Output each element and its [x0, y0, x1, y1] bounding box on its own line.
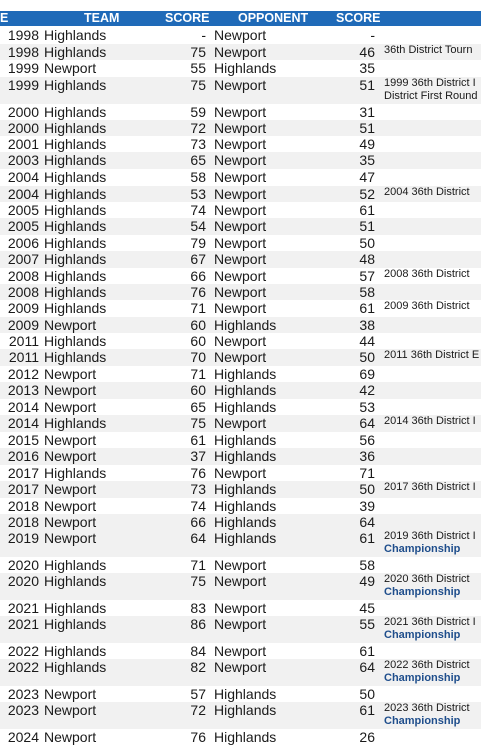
opponent-cell: Highlands [214, 686, 277, 702]
opponent-score-cell: 58 [359, 557, 375, 573]
table-row [0, 616, 481, 643]
table-row [0, 104, 481, 120]
opponent-score-cell: 61 [359, 702, 375, 718]
score-cell: 67 [190, 251, 206, 267]
opponent-cell: Highlands [214, 382, 277, 398]
table-row [0, 27, 481, 44]
table-row [0, 202, 481, 218]
year-cell: 2001 [7, 136, 39, 152]
note-line: 2008 36th District [384, 268, 470, 280]
year-cell: 1998 [7, 27, 39, 43]
opponent-score-cell: 58 [359, 284, 375, 300]
year-cell: 1999 [7, 77, 39, 93]
table-row [0, 44, 481, 60]
opponent-score-cell: 49 [359, 573, 375, 589]
opponent-cell: Newport [214, 218, 267, 234]
table-row [0, 498, 481, 514]
score-cell: 70 [190, 349, 206, 365]
opponent-score-cell: 64 [359, 415, 375, 431]
year-cell: 2018 [7, 514, 39, 530]
opponent-score-cell: 35 [359, 60, 375, 76]
note-line: 2022 36th District [384, 659, 470, 671]
table-row [0, 432, 481, 448]
team-cell: Newport [44, 366, 97, 382]
opponent-cell: Highlands [214, 432, 277, 448]
opponent-cell: Newport [214, 557, 267, 573]
team-cell: Newport [44, 686, 97, 702]
note-line-2: Championship [384, 672, 461, 684]
opponent-cell: Newport [214, 77, 267, 93]
team-cell: Newport [44, 514, 97, 530]
opponent-score-cell: 61 [359, 643, 375, 659]
year-cell: 2011 [8, 333, 39, 349]
team-cell: Highlands [44, 333, 107, 349]
opponent-score-cell: 31 [359, 104, 375, 120]
opponent-cell: Highlands [214, 729, 277, 745]
score-cell: 76 [190, 465, 206, 481]
table-row [0, 300, 481, 317]
header-year: E [0, 11, 9, 25]
score-cell: 74 [190, 202, 206, 218]
year-cell: 2020 [7, 573, 39, 589]
note-line: 2023 36th District [384, 702, 470, 714]
table-row [0, 399, 481, 415]
opponent-cell: Newport [214, 616, 267, 632]
year-cell: 2014 [7, 399, 39, 415]
score-cell: 76 [190, 729, 206, 745]
opponent-score-cell: 46 [359, 44, 375, 60]
note-cell [384, 44, 472, 57]
opponent-cell: Newport [214, 169, 267, 185]
note-line: 36th District Tourn [384, 44, 473, 56]
table-row [0, 729, 481, 746]
opponent-score-cell: 71 [359, 465, 375, 481]
year-cell: 2000 [7, 104, 39, 120]
opponent-cell: Newport [214, 120, 267, 136]
note-cell [384, 530, 476, 556]
score-cell: 75 [190, 573, 206, 589]
table-row [0, 77, 481, 104]
year-cell: 2009 [7, 317, 39, 333]
note-cell [384, 415, 476, 428]
opponent-score-cell: 64 [359, 514, 375, 530]
table-row [0, 659, 481, 686]
opponent-cell: Newport [214, 152, 267, 168]
table-row [0, 136, 481, 152]
note-line: 1999 36th District I [384, 77, 476, 89]
year-cell: 2015 [7, 432, 39, 448]
table-row [0, 333, 481, 349]
table-row [0, 152, 481, 169]
table-row [0, 686, 481, 702]
team-cell: Highlands [44, 268, 107, 284]
table-row [0, 382, 481, 399]
note-cell [384, 481, 476, 494]
year-cell: 2017 [7, 481, 39, 497]
opponent-score-cell: 50 [359, 349, 375, 365]
team-cell: Newport [44, 432, 97, 448]
score-cell: 37 [190, 448, 206, 464]
score-cell: 86 [190, 616, 206, 632]
table-row [0, 702, 481, 729]
table-row [0, 600, 481, 616]
note-line-2: Championship [384, 715, 461, 727]
opponent-cell: Highlands [214, 399, 277, 415]
note-cell [384, 77, 478, 103]
year-cell: 2018 [7, 498, 39, 514]
table-row [0, 366, 481, 382]
year-cell: 2020 [7, 557, 39, 573]
opponent-score-cell: 45 [359, 600, 375, 616]
team-cell: Newport [44, 498, 97, 514]
team-cell: Highlands [44, 120, 107, 136]
year-cell: 2022 [7, 643, 39, 659]
team-cell: Highlands [44, 300, 107, 316]
opponent-cell: Newport [214, 104, 267, 120]
opponent-cell: Newport [214, 349, 267, 365]
score-cell: 66 [190, 514, 206, 530]
note-line-2: Championship [384, 629, 461, 641]
table-row [0, 557, 481, 573]
note-cell [384, 616, 476, 642]
table-row [0, 169, 481, 186]
opponent-cell: Highlands [214, 498, 277, 514]
opponent-cell: Newport [214, 202, 267, 218]
note-cell [384, 573, 470, 599]
opponent-score-cell: 61 [359, 530, 375, 546]
year-cell: 2005 [7, 218, 39, 234]
table-row [0, 284, 481, 300]
opponent-score-cell: 36 [359, 448, 375, 464]
year-cell: 2021 [7, 616, 39, 632]
year-cell: 2009 [7, 300, 39, 316]
note-line: 2014 36th District I [384, 415, 476, 427]
table-row [0, 60, 481, 77]
year-cell: 2013 [7, 382, 39, 398]
table-row [0, 186, 481, 202]
note-line-2: Championship [384, 586, 461, 598]
team-cell: Highlands [44, 465, 107, 481]
header-opponent: OPPONENT [238, 11, 309, 25]
opponent-score-cell: 49 [359, 136, 375, 152]
header-score: SCORE [165, 11, 210, 25]
year-cell: 2017 [7, 465, 39, 481]
opponent-cell: Newport [214, 465, 267, 481]
opponent-cell: Highlands [214, 702, 277, 718]
note-cell [384, 186, 470, 199]
score-cell: 61 [190, 432, 206, 448]
table-row [0, 643, 481, 659]
opponent-cell: Newport [214, 659, 267, 675]
score-cell: 83 [190, 600, 206, 616]
score-cell: 75 [190, 44, 206, 60]
table-row [0, 573, 481, 600]
year-cell: 2023 [7, 702, 39, 718]
opponent-cell: Highlands [214, 317, 277, 333]
table-row [0, 481, 481, 498]
score-cell: 53 [190, 186, 206, 202]
note-line: 2009 36th District [384, 300, 470, 312]
year-cell: 1998 [7, 44, 39, 60]
year-cell: 2000 [7, 120, 39, 136]
team-cell: Highlands [44, 218, 107, 234]
header-team: TEAM [84, 11, 120, 25]
opponent-score-cell: 39 [359, 498, 375, 514]
score-cell: 73 [190, 136, 206, 152]
note-line: 2021 36th District I [384, 616, 476, 628]
note-cell [384, 268, 470, 281]
opponent-score-cell: 52 [359, 186, 375, 202]
team-cell: Highlands [44, 202, 107, 218]
note-line: 2017 36th District I [384, 481, 476, 493]
score-cell: 55 [190, 60, 206, 76]
table-row [0, 514, 481, 530]
table-row [0, 448, 481, 465]
score-cell: 71 [190, 366, 206, 382]
opponent-score-cell: 44 [359, 333, 375, 349]
note-line-2: Championship [384, 543, 461, 555]
opponent-score-cell: 50 [359, 686, 375, 702]
team-cell: Highlands [44, 136, 107, 152]
team-cell: Highlands [44, 169, 107, 185]
team-cell: Newport [44, 481, 97, 497]
opponent-score-cell: 51 [359, 77, 375, 93]
score-cell: 66 [190, 268, 206, 284]
opponent-score-cell: 51 [359, 120, 375, 136]
year-cell: 2011 [8, 349, 39, 365]
opponent-score-cell: 61 [359, 300, 375, 316]
opponent-cell: Newport [214, 136, 267, 152]
year-cell: 2007 [7, 251, 39, 267]
score-cell: 60 [190, 382, 206, 398]
score-cell: 65 [190, 152, 206, 168]
team-cell: Highlands [44, 349, 107, 365]
score-cell: 57 [190, 686, 206, 702]
note-line: 2004 36th District [384, 186, 470, 198]
year-cell: 2023 [7, 686, 39, 702]
opponent-cell: Highlands [214, 481, 277, 497]
team-cell: Highlands [44, 235, 107, 251]
score-cell: 65 [190, 399, 206, 415]
opponent-score-cell: 61 [359, 202, 375, 218]
opponent-score-cell: 51 [359, 218, 375, 234]
table-row [0, 317, 481, 333]
note-cell [384, 300, 470, 313]
score-cell: 54 [190, 218, 206, 234]
team-cell: Newport [44, 60, 97, 76]
team-cell: Highlands [44, 251, 107, 267]
team-cell: Highlands [44, 600, 107, 616]
year-cell: 2014 [7, 415, 39, 431]
year-cell: 2016 [7, 448, 39, 464]
opponent-cell: Newport [214, 415, 267, 431]
note-cell [384, 349, 479, 362]
opponent-cell: Highlands [214, 60, 277, 76]
opponent-cell: Newport [214, 300, 267, 316]
team-cell: Highlands [44, 573, 107, 589]
opponent-cell: Newport [214, 268, 267, 284]
opponent-cell: Newport [214, 284, 267, 300]
score-cell: 60 [190, 333, 206, 349]
score-cell: 60 [190, 317, 206, 333]
opponent-cell: Newport [214, 600, 267, 616]
opponent-cell: Highlands [214, 514, 277, 530]
opponent-score-cell: 53 [359, 399, 375, 415]
score-cell: 64 [190, 530, 206, 546]
score-cell: 76 [190, 284, 206, 300]
team-cell: Newport [44, 702, 97, 718]
opponent-score-cell: 50 [359, 235, 375, 251]
team-cell: Newport [44, 317, 97, 333]
opponent-cell: Newport [214, 643, 267, 659]
opponent-score-cell: 26 [359, 729, 375, 745]
note-cell [384, 659, 470, 685]
table-row [0, 268, 481, 284]
team-cell: Highlands [44, 659, 107, 675]
year-cell: 2005 [7, 202, 39, 218]
opponent-cell: Newport [214, 235, 267, 251]
team-cell: Highlands [44, 104, 107, 120]
year-cell: 2004 [7, 169, 39, 185]
opponent-cell: Newport [214, 573, 267, 589]
year-cell: 2004 [7, 186, 39, 202]
opponent-cell: Highlands [214, 448, 277, 464]
team-cell: Newport [44, 729, 97, 745]
opponent-cell: Newport [214, 27, 267, 43]
table-row [0, 251, 481, 268]
team-cell: Highlands [44, 44, 107, 60]
opponent-score-cell: 42 [359, 382, 375, 398]
year-cell: 1999 [7, 60, 39, 76]
score-cell: 58 [190, 169, 206, 185]
team-cell: Highlands [44, 152, 107, 168]
note-line: 2011 36th District E [384, 349, 480, 361]
year-cell: 2008 [7, 284, 39, 300]
team-cell: Highlands [44, 186, 107, 202]
team-cell: Newport [44, 448, 97, 464]
table-row [0, 415, 481, 432]
team-cell: Newport [44, 382, 97, 398]
year-cell: 2012 [7, 366, 39, 382]
opponent-score-cell: 50 [359, 481, 375, 497]
opponent-score-cell: 57 [359, 268, 375, 284]
opponent-cell: Newport [214, 251, 267, 267]
team-cell: Highlands [44, 27, 107, 43]
year-cell: 2024 [7, 729, 39, 745]
score-cell: 72 [190, 702, 206, 718]
opponent-score-cell: 48 [359, 251, 375, 267]
table-row [0, 218, 481, 235]
team-cell: Highlands [44, 616, 107, 632]
header-opp-score: SCORE [336, 11, 381, 25]
score-cell: 79 [190, 235, 206, 251]
top-edge [0, 0, 481, 11]
opponent-cell: Highlands [214, 530, 277, 546]
opponent-cell: Newport [214, 44, 267, 60]
opponent-score-cell: 69 [359, 366, 375, 382]
table-row [0, 349, 481, 366]
team-cell: Highlands [44, 643, 107, 659]
team-cell: Newport [44, 399, 97, 415]
score-cell: - [201, 27, 206, 43]
opponent-score-cell: 64 [359, 659, 375, 675]
opponent-score-cell: 56 [359, 432, 375, 448]
score-cell: 71 [190, 300, 206, 316]
score-cell: 82 [190, 659, 206, 675]
opponent-score-cell: 35 [359, 152, 375, 168]
table-header [0, 11, 481, 26]
opponent-cell: Newport [214, 186, 267, 202]
team-cell: Newport [44, 530, 97, 546]
score-cell: 73 [190, 481, 206, 497]
opponent-cell: Newport [214, 333, 267, 349]
score-cell: 74 [190, 498, 206, 514]
note-line: 2019 36th District I [384, 530, 476, 542]
year-cell: 2021 [7, 600, 39, 616]
opponent-score-cell: 47 [359, 169, 375, 185]
table-row [0, 530, 481, 557]
score-cell: 72 [190, 120, 206, 136]
team-cell: Highlands [44, 415, 107, 431]
score-cell: 59 [190, 104, 206, 120]
opponent-cell: Highlands [214, 366, 277, 382]
note-line-2: District First Round [384, 90, 478, 102]
table-row [0, 235, 481, 251]
opponent-score-cell: 55 [359, 616, 375, 632]
year-cell: 2008 [7, 268, 39, 284]
note-cell [384, 702, 470, 728]
year-cell: 2006 [7, 235, 39, 251]
table-row [0, 465, 481, 481]
score-cell: 84 [190, 643, 206, 659]
opponent-score-cell: - [370, 27, 375, 43]
year-cell: 2019 [7, 530, 39, 546]
table-row [0, 120, 481, 136]
year-cell: 2003 [7, 152, 39, 168]
score-cell: 71 [190, 557, 206, 573]
opponent-score-cell: 38 [359, 317, 375, 333]
team-cell: Highlands [44, 77, 107, 93]
team-cell: Highlands [44, 557, 107, 573]
note-line: 2020 36th District [384, 573, 470, 585]
year-cell: 2022 [7, 659, 39, 675]
score-cell: 75 [190, 415, 206, 431]
team-cell: Highlands [44, 284, 107, 300]
score-cell: 75 [190, 77, 206, 93]
